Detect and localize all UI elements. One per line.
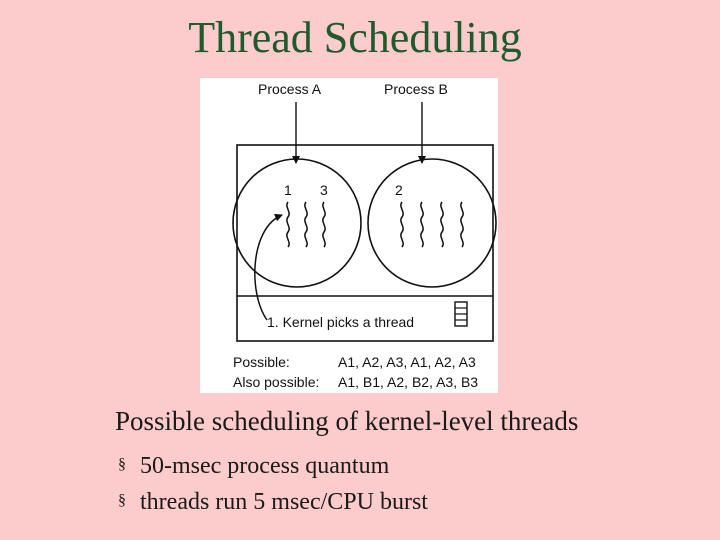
process-b-label: Process B [384,81,448,97]
possible-sequence: A1, A2, A3, A1, A2, A3 [338,354,476,370]
kernel-picks-label: 1. Kernel picks a thread [267,314,415,330]
process-b-circle [368,159,496,287]
possible-label: Possible: [233,354,290,370]
slide-title: Thread Scheduling [188,13,522,62]
thread-squiggle [305,202,307,247]
bullet-item [118,448,428,484]
bullet-text: threads run 5 msec/CPU burst [140,488,428,515]
bullet-list [118,448,428,520]
thread-squiggle [441,202,443,247]
thread-squiggle [287,202,289,247]
thread-number-a1: 1 [284,182,292,198]
process-a-label: Process A [258,81,322,97]
thread-squiggle [461,202,463,247]
thread-scheduling-diagram [200,78,498,393]
slide-subtitle: Possible scheduling of kernel-level threads [115,406,579,436]
also-possible-label: Also possible: [233,374,320,390]
thread-squiggle [421,202,423,247]
thread-number-b2: 2 [395,182,403,198]
thread-number-a3: 3 [320,182,328,198]
bullet-item [118,484,428,520]
thread-squiggle [323,202,325,247]
run-queue-icon [455,302,467,326]
also-possible-sequence: A1, B1, A2, B2, A3, B3 [338,374,479,390]
bullet-text: 50-msec process quantum [140,452,390,479]
thread-squiggle [401,202,403,247]
bullet-marker: § [118,456,126,473]
bullet-marker: § [118,492,126,509]
kernel-pick-arrow [255,215,282,320]
process-a-circle [233,159,361,287]
